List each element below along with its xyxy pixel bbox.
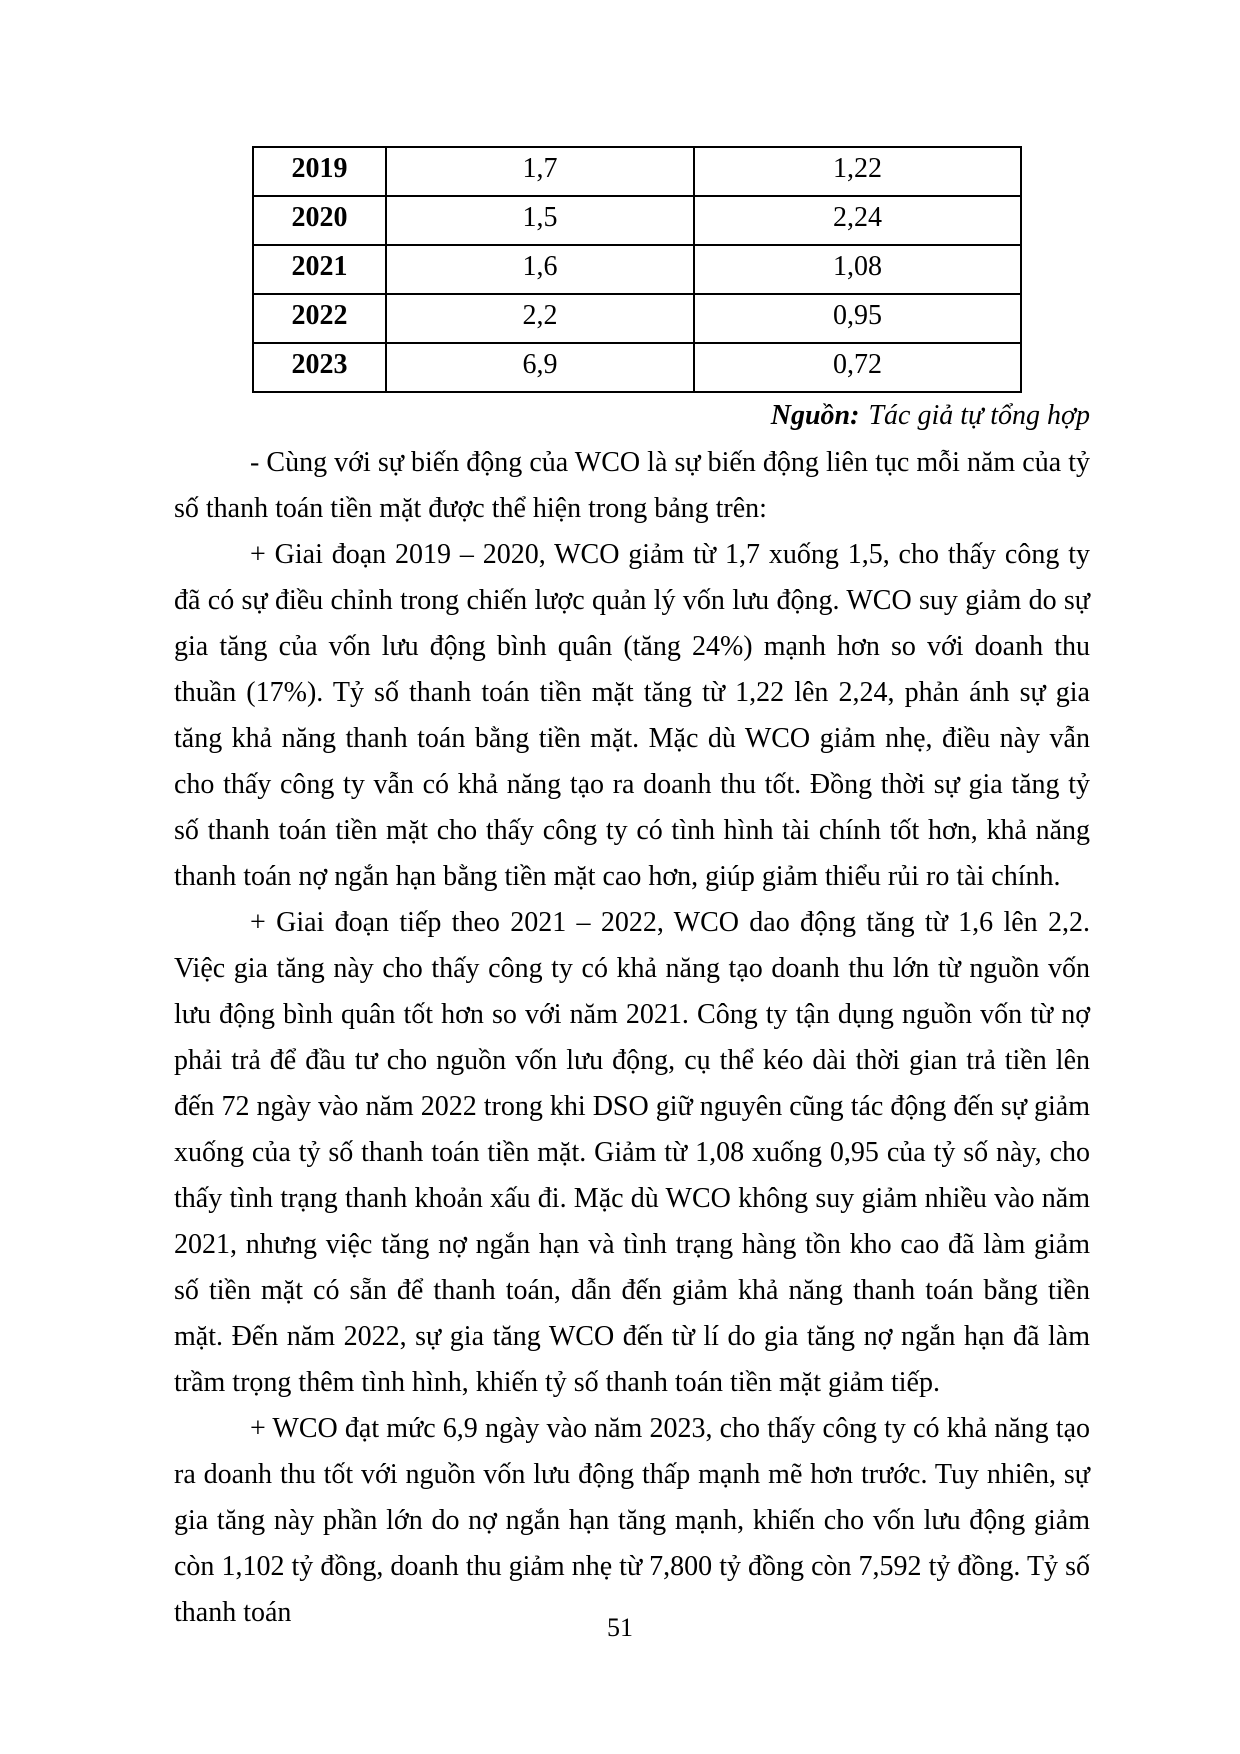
cash-ratio-value-cell: 0,72 [694,343,1021,392]
cash-ratio-value-cell: 1,08 [694,245,1021,294]
cash-ratio-value-cell: 1,22 [694,147,1021,196]
table-row [253,147,1021,196]
source-label: Nguồn: [770,400,860,431]
year-cell: 2022 [253,294,386,343]
page-number: 51 [607,1613,633,1642]
paragraph-2021-2022: + Giai đoạn tiếp theo 2021 – 2022, WCO dao động tăng từ 1,6 lên 2,2. Việc gia tăng này cho thấy công ty có khả năng tạo doanh thu lớn từ nguồn vốn lưu động bình quân tốt hơn so với năm 2021. Công ty tận dụng nguồn vốn từ nợ phải trả để đầu tư cho nguồn vốn lưu động, cụ thể kéo dài thời gian trả tiền lên đến 72 ngày vào năm 2022 trong khi DSO giữ nguyên cũng tác động đến sự giảm xuống của tỷ số thanh toán tiền mặt. Giảm từ 1,08 xuống 0,95 của tỷ số này, cho thấy tình trạng thanh khoản xấu đi. Mặc dù WCO không suy giảm nhiều vào năm 2021, nhưng việc tăng nợ ngắn hạn và tình trạng hàng tồn kho cao đã làm giảm số tiền mặt có sẵn để thanh toán, dẫn đến giảm khả năng thanh toán bằng tiền mặt. Đến năm 2022, sự gia tăng WCO đến từ lí do gia tăng nợ ngắn hạn đã làm trầm trọng thêm tình hình, khiến tỷ số thanh toán tiền mặt giảm tiếp. [174,907,1090,1398]
table-row [253,343,1021,392]
yearly-ratio-table [252,146,1022,393]
source-text: Tác giả tự tổng hợp [868,400,1090,431]
table-row [253,196,1021,245]
year-cell: 2021 [253,245,386,294]
table-row [253,245,1021,294]
paragraph-intro: - Cùng với sự biến động của WCO là sự biến động liên tục mỗi năm của tỷ số thanh toán tiền mặt được thể hiện trong bảng trên: [174,447,1090,524]
body-text [174,440,1090,1636]
year-cell: 2020 [253,196,386,245]
wco-value-cell: 6,9 [386,343,694,392]
wco-value-cell: 1,7 [386,147,694,196]
wco-value-cell: 1,6 [386,245,694,294]
cash-ratio-value-cell: 2,24 [694,196,1021,245]
paragraph-2019-2020: + Giai đoạn 2019 – 2020, WCO giảm từ 1,7 xuống 1,5, cho thấy công ty đã có sự điều chỉnh trong chiến lược quản lý vốn lưu động. WCO suy giảm do sự gia tăng của vốn lưu động bình quân (tăng 24%) mạnh hơn so với doanh thu thuần (17%). Tỷ số thanh toán tiền mặt tăng từ 1,22 lên 2,24, phản ánh sự gia tăng khả năng thanh toán bằng tiền mặt. Mặc dù WCO giảm nhẹ, điều này vẫn cho thấy công ty vẫn có khả năng tạo ra doanh thu tốt. Đồng thời sự gia tăng tỷ số thanh toán tiền mặt cho thấy công ty có tình hình tài chính tốt hơn, khả năng thanh toán nợ ngắn hạn bằng tiền mặt cao hơn, giúp giảm thiểu rủi ro tài chính. [174,539,1090,892]
wco-value-cell: 2,2 [386,294,694,343]
table-row [253,294,1021,343]
table-source-line [174,396,1090,436]
year-cell: 2023 [253,343,386,392]
paragraph-2023: + WCO đạt mức 6,9 ngày vào năm 2023, cho thấy công ty có khả năng tạo ra doanh thu tốt với nguồn vốn lưu động thấp mạnh mẽ hơn trước. Tuy nhiên, sự gia tăng này phần lớn do nợ ngắn hạn tăng mạnh, khiến cho vốn lưu động giảm còn 1,102 tỷ đồng, doanh thu giảm nhẹ từ 7,800 tỷ đồng còn 7,592 tỷ đồng. Tỷ số thanh toán [174,1413,1090,1628]
year-cell: 2019 [253,147,386,196]
wco-value-cell: 1,5 [386,196,694,245]
cash-ratio-value-cell: 0,95 [694,294,1021,343]
